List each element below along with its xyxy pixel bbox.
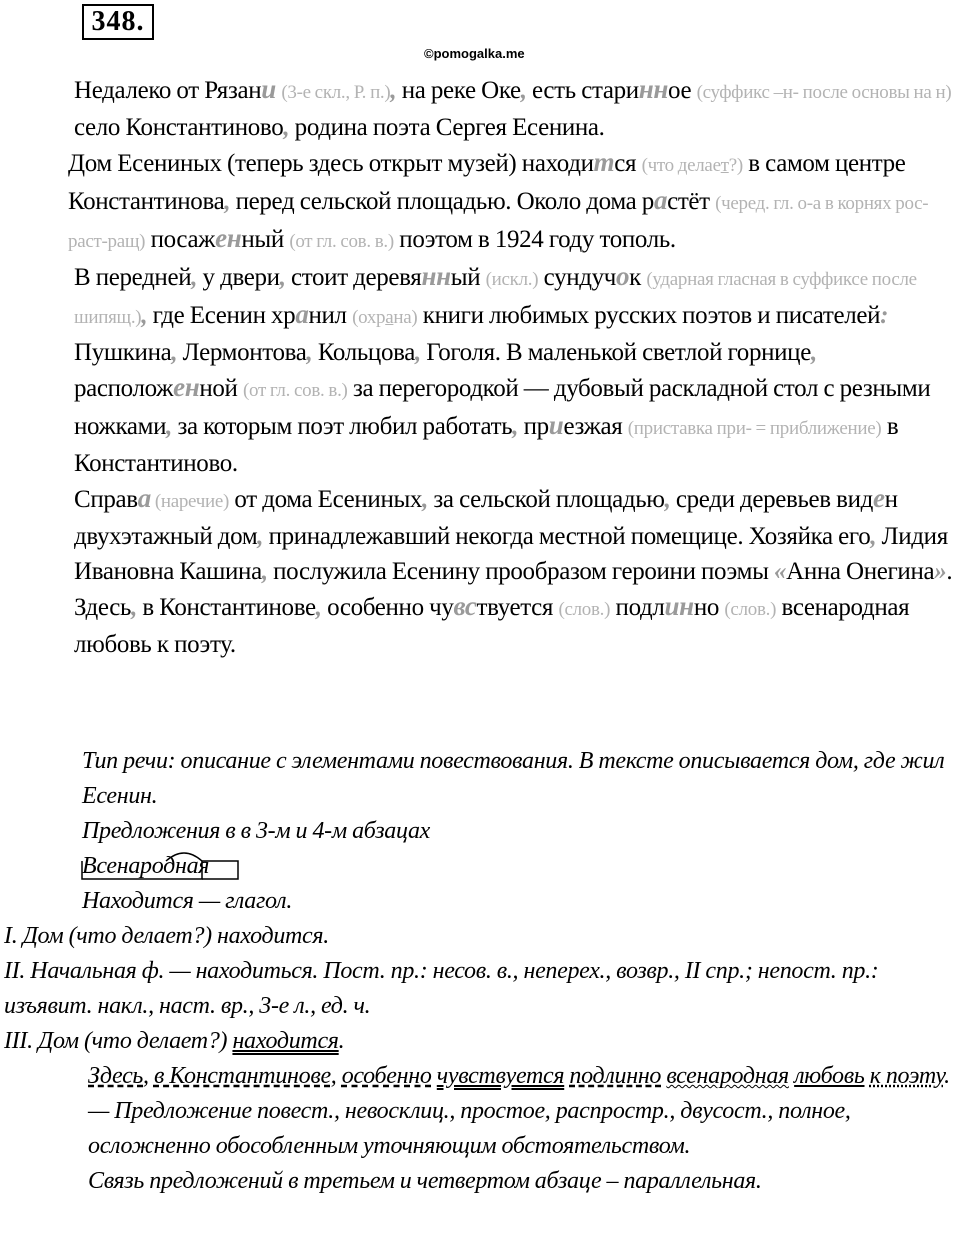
paragraph-4: Справа (наречие) от дома Есениных, за сельской площадью, среди деревьев виден двухэтажный дом, принадлежавший некогда местной помещице. Хозяйка его, Лидия Ивановна Кашина, послужила Есенину прообразом героини поэмы «Анна Онегина». xyxy=(74,483,953,585)
morph-word: Всенародная xyxy=(82,849,209,884)
analysis-point-3: III. Дом (что делает?) находится. xyxy=(4,1028,345,1054)
exercise-number: 348. xyxy=(82,4,154,40)
paragraph-5: Здесь, в Константинове, особенно чувствуется (слов.) подлинно (слов.) всенародная любовь к поэту. xyxy=(74,591,910,658)
paragraph-2: Дом Есениных (теперь здесь открыт музей) находится (что делает?) в самом центре Константинова, перед сельской площадью. Около дома растёт (черед. гл. о-а в корнях рос-раст-ращ) посаженный (от гл. сов. в.) поэтом в 1924 году тополь. xyxy=(68,147,929,253)
morphemic-analysis xyxy=(4,849,956,884)
watermark: ©pomogalka.me xyxy=(424,46,525,61)
speech-type: Тип речи: описание с элементами повествования. В тексте описывается дом, где жил Есенин. xyxy=(82,748,945,809)
analysis-point-2: II. Начальная ф. — находиться. Пост. пр.: несов. в., неперех., возвр., II спр.; непост. пр.: изъявит. накл., наст. вр., 3-е л., ед. ч. xyxy=(4,958,879,1019)
analysis-point-1: I. Дом (что делает?) находится. xyxy=(4,923,329,949)
sentences-note: Предложения в в 3-м и 4-м абзацах xyxy=(82,818,431,844)
paragraph-1: Недалеко от Рязани (3-е скл., Р. п.), на реке Оке, есть старинное (суффикс –н- после основы на н) село Константиново, родина поэта Сергея Есенина. xyxy=(74,74,952,141)
sentence-link: Связь предложений в третьем и четвертом абзаце – параллельная. xyxy=(88,1168,762,1194)
verb-note: Находится — глагол. xyxy=(82,888,293,914)
exercise-text xyxy=(4,72,956,662)
paragraph-3: В передней, у двери, стоит деревянный (искл.) сундучок (ударная гласная в суффиксе после шипящ.), где Есенин хранил (охрана) книги любимых русских поэтов и писателей: Пушкина, Лермонтова, Кольцова, Гоголя. В маленькой светлой горнице, расположенной (от гл. сов. в.) за перегородкой — дубовый раскладной стол с резными ножками, за которым поэт любил работать, приезжая (приставка при- = приближение) в Константиново. xyxy=(74,261,931,477)
analysis-block xyxy=(4,744,956,1199)
syntax-analysis: Здесь, в Константинове, особенно чувствуется подлинно всенародная любовь к поэту. — Предложение повест., невосклиц., простое, распростр., двусост., полное, осложненно обособленным уточняющим обстоятельством. xyxy=(88,1063,950,1159)
morpheme-marks xyxy=(78,843,248,883)
